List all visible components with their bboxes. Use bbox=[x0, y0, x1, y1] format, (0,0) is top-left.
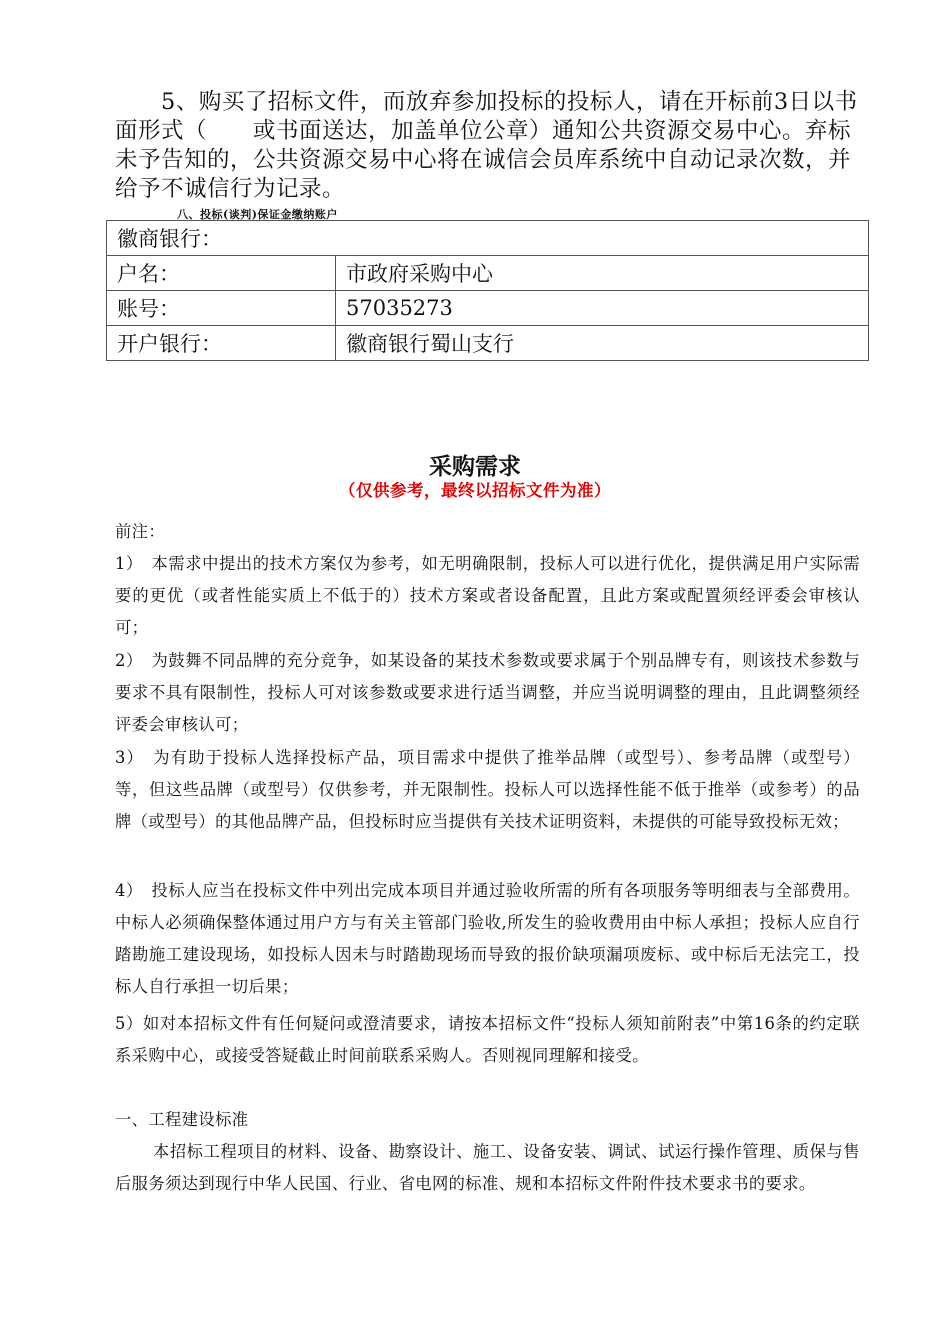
note-item-2: 2） 为鼓舞不同品牌的充分竞争，如某设备的某技术参数或要求属于个别品牌专有，则该技术参数与要求不具有限制性，投标人可对该参数或要求进行适当调整，并应当说明调整的理由，且此调整须经评委会审核认可； bbox=[115, 651, 860, 734]
section-1-text: 本招标工程项目的材料、设备、勘察设计、施工、设备安装、调试、试运行操作管理、质保与售后服务须达到现行中华人民国、行业、省电网的标准、规和本招标文件附件技术要求书的要求。 bbox=[115, 1142, 860, 1193]
table-row bbox=[107, 291, 869, 326]
account-number-value: 57035273 bbox=[336, 291, 869, 326]
opening-bank-value: 徽商银行蜀山支行 bbox=[336, 326, 869, 361]
notice-item-5: 5、购买了招标文件，而放弃参加投标的投标人，请在开标前3日以书面形式（ 或书面送达，加盖单位公章）通知公共资源交易中心。弃标未予告知的，公共资源交易中心将在诚信会员库系统中自动记录次数，并给予不诚信行为记录。 bbox=[115, 89, 858, 202]
account-name-label: 户名： bbox=[107, 256, 336, 291]
bank-name-cell: 徽商银行： bbox=[107, 221, 869, 256]
note-item-5: 5）如对本招标文件有任何疑问或澄清要求，请按本招标文件“投标人须知前附表”中第16条的约定联系采购中心，或接受答疑截止时间前联系采购人。否则视同理解和接受。 bbox=[115, 1014, 860, 1065]
deposit-account-table bbox=[106, 220, 869, 361]
table-row bbox=[107, 256, 869, 291]
deposit-account-heading: 八、投标(谈判)保证金缴纳账户 bbox=[177, 208, 338, 221]
preface-label: 前注： bbox=[115, 522, 166, 541]
note-item-3: 3） 为有助于投标人选择投标产品，项目需求中提供了推举品牌（或型号）、参考品牌（或型号）等，但这些品牌（或型号）仅供参考，并无限制性。投标人可以选择性能不低于推举（或参考）的品牌（或型号）的其他品牌产品，但投标时应当提供有关技术证明资料，未提供的可能导致投标无效； bbox=[115, 748, 860, 831]
opening-bank-label: 开户银行： bbox=[107, 326, 336, 361]
table-row bbox=[107, 221, 869, 256]
account-number-label: 账号： bbox=[107, 291, 336, 326]
note-item-4: 4） 投标人应当在投标文件中列出完成本项目并通过验收所需的所有各项服务等明细表与全部费用。中标人必须确保整体通过用户方与有关主管部门验收,所发生的验收费用由中标人承担；投标人应自行踏勘施工建设现场，如投标人因未与时踏勘现场而导致的报价缺项漏项废标、或中标后无法完工，投标人自行承担一切后果； bbox=[115, 881, 860, 996]
table-row bbox=[107, 326, 869, 361]
section-1-heading: 一、工程建设标准 bbox=[115, 1110, 249, 1129]
note-item-1: 1） 本需求中提出的技术方案仅为参考，如无明确限制，投标人可以进行优化，提供满足用户实际需要的更优（或者性能实质上不低于的）技术方案或者设备配置，且此方案或配置须经评委会审核认可； bbox=[115, 554, 860, 637]
section-title: 采购需求 bbox=[429, 453, 521, 480]
account-name-value: 市政府采购中心 bbox=[336, 256, 869, 291]
section-subtitle: （仅供参考，最终以招标文件为准） bbox=[339, 481, 611, 500]
